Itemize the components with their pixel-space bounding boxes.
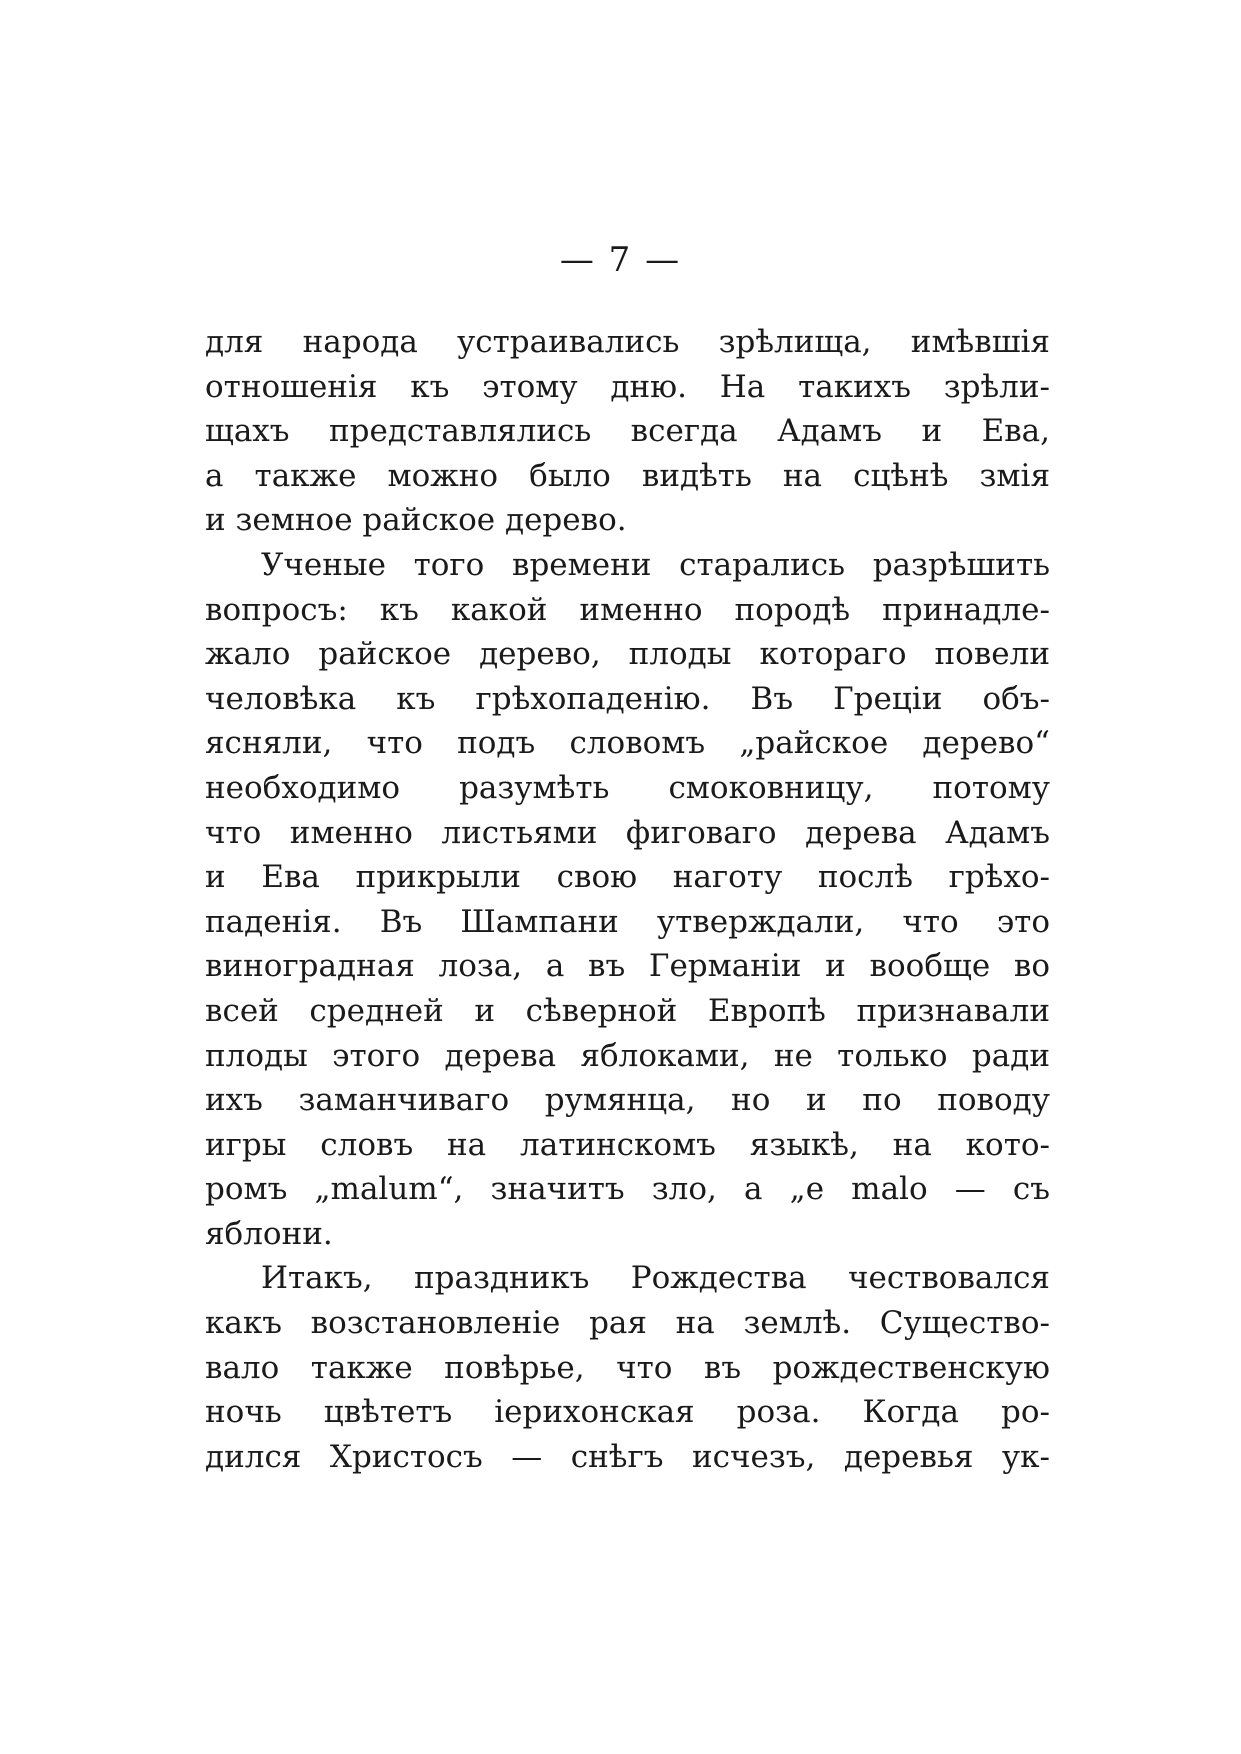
text-line: а также можно было видѣть на сцѣнѣ змія [205, 457, 1050, 494]
text-line: ясняли, что подъ словомъ „райское дерево“ [205, 725, 1050, 762]
text-line: и Ева прикрыли свою наготу послѣ грѣхо- [205, 859, 1050, 896]
text-line: что именно листьями фиговаго дерева Адамъ [205, 814, 1050, 851]
paragraph [205, 543, 1050, 1257]
text-line: необходимо разумѣть смоковницу, потому [205, 769, 1050, 806]
text-line: для народа устраивались зрѣлища, имѣвшія [205, 324, 1050, 360]
text-line: жало райское дерево, плоды котораго повели [205, 636, 1050, 673]
page-number: — 7 — [559, 240, 682, 280]
text-line: вопросъ: къ какой именно породѣ принадле- [205, 591, 1050, 628]
text-line: всей средней и сѣверной Европѣ признавали [205, 992, 1050, 1029]
text-line: ихъ заманчиваго румянца, но и по поводу [205, 1082, 1050, 1119]
paragraph [205, 320, 1050, 543]
text-line: игры словъ на латинскомъ языкѣ, на кото- [205, 1126, 1050, 1163]
text-line: яблони. [205, 1215, 333, 1252]
text-line: какъ возстановленіе рая на землѣ. Существо- [205, 1305, 1050, 1342]
text-line: человѣка къ грѣхопаденію. Въ Греціи объ- [205, 680, 1050, 717]
body-text [205, 320, 1050, 1479]
text-line: паденія. Въ Шампани утверждали, что это [205, 903, 1050, 940]
text-line: ромъ „malum“, значитъ зло, а „e malo — съ [205, 1171, 1050, 1208]
text-line: дился Христосъ — снѣгъ исчезъ, деревья ук- [205, 1438, 1050, 1475]
text-line: виноградная лоза, а въ Германіи и вообще во [205, 948, 1050, 985]
text-line: плоды этого дерева яблоками, не только ради [205, 1037, 1050, 1074]
text-line: Итакъ, праздникъ Рождества чествовался [261, 1260, 1050, 1297]
paragraph [205, 1256, 1050, 1479]
text-line: отношенія къ этому дню. На такихъ зрѣли- [205, 368, 1050, 405]
text-line: вало также повѣрье, что въ рождественскую [205, 1349, 1050, 1386]
text-line: Ученые того времени старались разрѣшить [261, 546, 1050, 583]
text-line: ночь цвѣтетъ іерихонская роза. Когда ро- [205, 1394, 1050, 1431]
text-line: щахъ представлялись всегда Адамъ и Ева, [205, 413, 1050, 450]
text-line: и земное райское дерево. [205, 502, 627, 539]
